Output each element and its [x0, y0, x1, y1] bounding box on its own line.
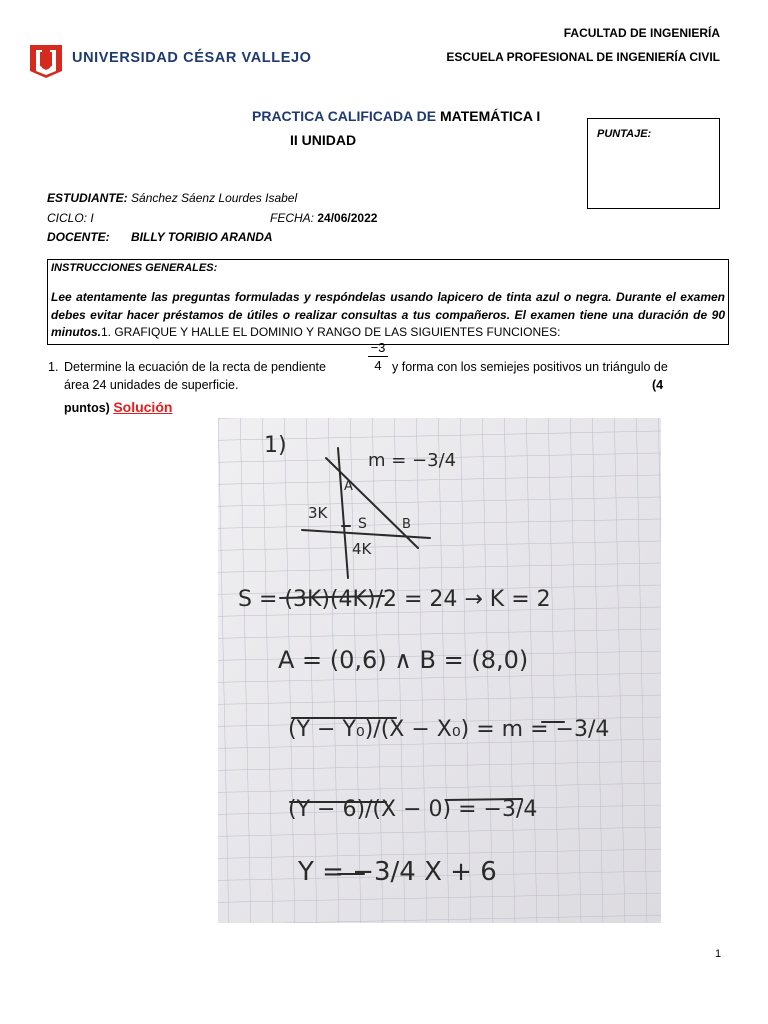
exam-title — [252, 108, 540, 124]
teacher-row — [47, 230, 110, 244]
instructions-extra: 1. GRAFIQUE Y HALLE EL DOMINIO Y RANGO DE LAS SIGUIENTES FUNCIONES: — [101, 325, 561, 339]
hw-point-a: A — [344, 479, 353, 494]
cycle-label: CICLO: — [47, 211, 88, 225]
student-label: ESTUDIANTE: — [47, 191, 128, 205]
instructions-text — [51, 289, 725, 342]
question-text-line2: área 24 unidades de superficie. — [64, 378, 239, 392]
school-heading: ESCUELA PROFESIONAL DE INGENIERÍA CIVIL — [446, 50, 720, 64]
date-label: FECHA: — [270, 211, 315, 225]
hw-eq1: S = (3K)(4K)/2 = 24 → K = 2 — [238, 587, 551, 612]
university-name: UNIVERSIDAD CÉSAR VALLEJO — [72, 50, 312, 66]
handwritten-solution-drawing — [218, 418, 661, 923]
hw-eq3: (Y − Y₀)/(X − X₀) = m = −3/4 — [288, 717, 610, 742]
handwritten-solution-photo — [218, 418, 661, 923]
hw-label: 1) — [264, 433, 287, 458]
question-text-line1: Determine la ecuación de la recta de pendiente — [64, 360, 326, 374]
hw-side-a: 3K — [308, 504, 328, 522]
university-logo-icon — [28, 41, 64, 79]
score-label: PUNTAJE: — [597, 128, 652, 140]
student-name: Sánchez Sáenz Lourdes Isabel — [131, 191, 298, 205]
teacher-name: BILLY TORIBIO ARANDA — [131, 230, 273, 244]
instructions-title: INSTRUCCIONES GENERALES: — [51, 262, 218, 274]
question-text-line1-rest: y forma con los semiejes positivos un triángulo de — [392, 360, 668, 374]
score-box — [587, 118, 720, 209]
instructions-box — [47, 259, 729, 345]
instructions-body: Lee atentamente las preguntas formuladas y respóndelas usando lapicero de tinta azul o negra. Durante el examen debes evitar hacer préstamos de útiles o realizar consultas a tus compañeros. El examen tiene una duración de 90 minutos. — [51, 290, 725, 339]
question-number: 1. — [48, 360, 59, 374]
hw-eq5: Y = −3/4 X + 6 — [298, 857, 497, 887]
cycle-value: I — [90, 211, 94, 225]
hw-point-b: B — [402, 517, 411, 532]
exam-title-course: MATEMÁTICA I — [439, 108, 541, 124]
date-value: 24/06/2022 — [317, 211, 378, 225]
slope-numerator: −3 — [368, 340, 388, 357]
slope-fraction — [368, 340, 388, 373]
solution-label: Solución — [113, 399, 173, 415]
faculty-heading: FACULTAD DE INGENIERÍA — [563, 26, 720, 40]
hw-eq4: (Y − 6)/(X − 0) = −3/4 — [288, 797, 538, 822]
hw-side-b: 4K — [352, 540, 372, 558]
slope-denominator: 4 — [374, 358, 382, 373]
hw-area-s: S — [358, 516, 367, 532]
exam-unit: II UNIDAD — [290, 132, 357, 148]
hw-slope: m = −3/4 — [368, 450, 457, 471]
student-row — [47, 191, 297, 205]
question-points-open: (4 — [652, 378, 664, 392]
teacher-label: DOCENTE: — [47, 230, 110, 244]
hw-eq2: A = (0,6) ∧ B = (8,0) — [278, 646, 529, 674]
question-text-line3 — [64, 399, 172, 415]
page-number: 1 — [715, 948, 722, 960]
question-points-close: puntos) — [64, 401, 110, 415]
cycle-row — [47, 211, 94, 225]
date-row — [270, 211, 377, 225]
exam-title-prefix: PRACTICA CALIFICADA DE — [252, 108, 440, 124]
